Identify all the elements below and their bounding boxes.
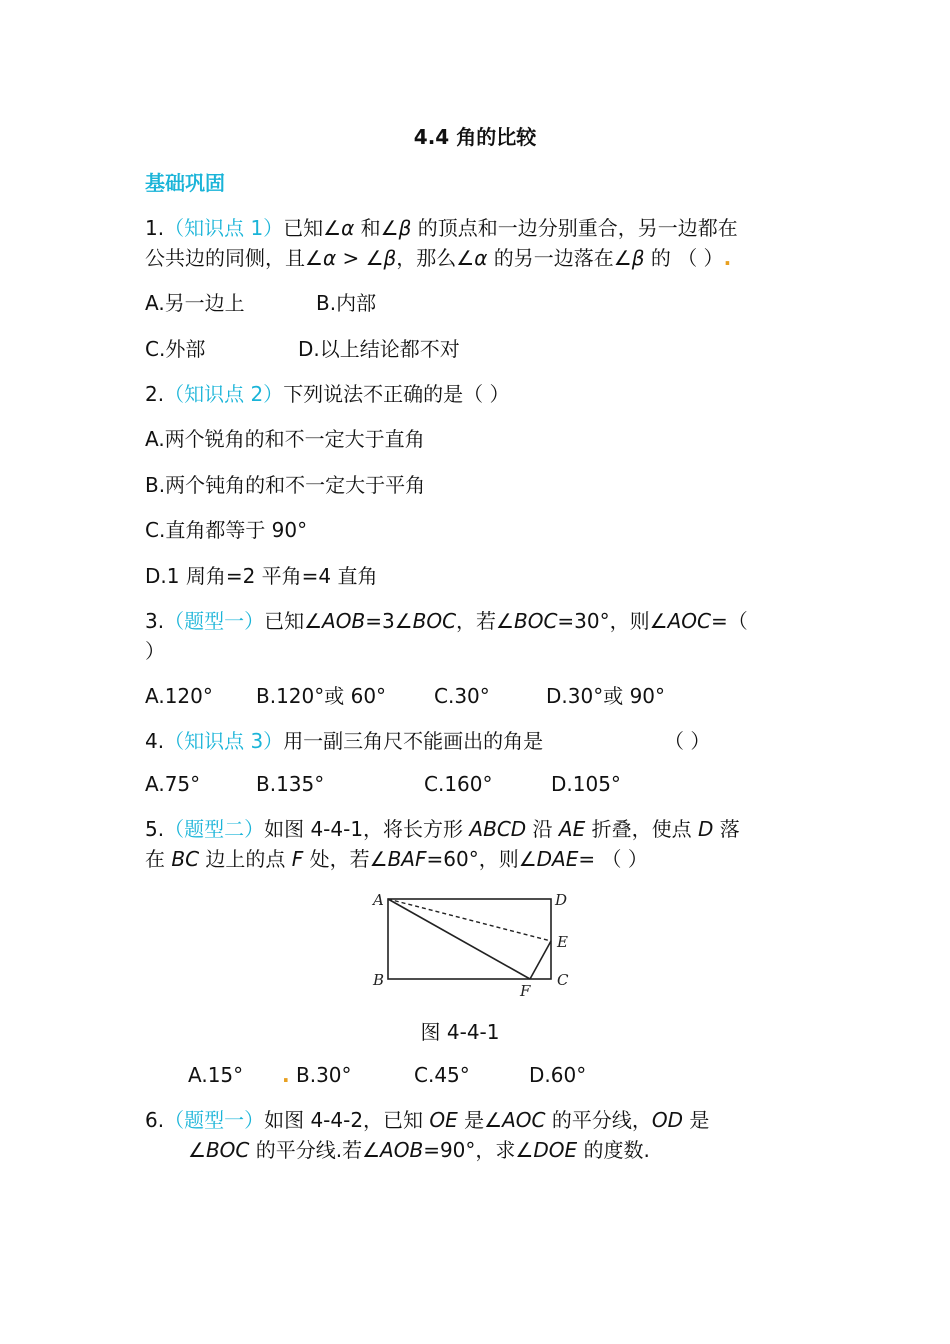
q3-text: =30°，则∠ (557, 609, 668, 633)
q6-text: 是∠ (457, 1108, 503, 1132)
q1-option-d: D.以上结论都不对 (298, 337, 460, 361)
label-e: E (557, 933, 568, 951)
segment-af (388, 899, 530, 979)
q3-text: ，若∠ (456, 609, 514, 633)
q2-tag: （知识点 2） (164, 382, 284, 406)
page-title: 4.4 角的比较 (413, 125, 537, 149)
q5-text: 处，若∠ (303, 847, 388, 871)
q5-line2 (145, 845, 648, 873)
q1-alpha: α (341, 216, 355, 240)
q3-angle: BOC (513, 609, 558, 633)
label-f: F (520, 982, 531, 1000)
q4-option-d: D.105° (551, 772, 621, 796)
figure-4-4-1 (360, 885, 590, 1000)
q5-text: 如图 4-4-1，将长方形 (264, 817, 470, 841)
rectangle-abcd (388, 899, 551, 979)
q5-text: =60°，则∠ (426, 847, 537, 871)
q4-option-a: A.75° (145, 772, 201, 796)
q1-text: 和∠ (354, 216, 399, 240)
q6-text: 是 (683, 1108, 710, 1132)
q6-tag: （题型一） (164, 1108, 265, 1132)
q1-number: 1. (145, 216, 165, 240)
q1-line1 (145, 214, 738, 242)
q5-var: ABCD (469, 817, 527, 841)
q1-option-c: C.外部 (145, 337, 206, 361)
q6-number: 6. (145, 1108, 165, 1132)
q3-angle: AOB (322, 609, 366, 633)
q1-text: 已知∠ (283, 216, 342, 240)
q4-line1 (145, 727, 543, 755)
label-d: D (555, 891, 568, 909)
q3-option-c: C.30° (434, 684, 490, 708)
q2-number: 2. (145, 382, 165, 406)
label-a: A (373, 891, 384, 909)
q2-option-a: A.两个锐角的和不一定大于直角 (145, 427, 425, 451)
q1-line2 (145, 244, 731, 272)
q5-var: D (697, 817, 714, 841)
q6-var: DOE (533, 1138, 578, 1162)
q4-number: 4. (145, 729, 165, 753)
q1-text: 的另一边落在∠ (487, 246, 632, 270)
q5-text: 边上的点 (199, 847, 292, 871)
q1-text: 的 （ ） (644, 246, 724, 270)
q5-line1 (145, 815, 740, 843)
q5-tag: （题型二） (164, 817, 265, 841)
q4-option-b: B.135° (256, 772, 325, 796)
q3-number: 3. (145, 609, 165, 633)
q6-text: 的平分线， (545, 1108, 652, 1132)
q1-beta: β (383, 246, 397, 270)
q3-text: =（ (710, 609, 748, 633)
q5-var: BC (171, 847, 200, 871)
q1-text: 公共边的同侧，且∠ (145, 246, 323, 270)
q1-text: > ∠ (336, 246, 384, 270)
q5-option-c: C.45° (414, 1063, 470, 1087)
q5-text: 沿 (526, 817, 559, 841)
q1-alpha: α (474, 246, 488, 270)
q6-var: AOC (502, 1108, 546, 1132)
q6-text: ∠ (188, 1138, 206, 1162)
q5-text: 落 (713, 817, 740, 841)
q6-text: =90°，求∠ (423, 1138, 534, 1162)
segment-ef (530, 941, 551, 979)
section-heading: 基础巩固 (145, 171, 225, 195)
q2-option-d: D.1 周角=2 平角=4 直角 (145, 564, 378, 588)
q6-var: AOB (380, 1138, 424, 1162)
q3-tag: （题型一） (164, 609, 265, 633)
q1-text: ，那么∠ (396, 246, 475, 270)
figure-caption: 图 4-4-1 (420, 1020, 500, 1044)
q3-text: 已知∠ (264, 609, 323, 633)
q2-option-b: B.两个钝角的和不一定大于平角 (145, 473, 426, 497)
q1-beta: β (631, 246, 645, 270)
q4-tag: （知识点 3） (164, 729, 284, 753)
q6-text: 的平分线.若∠ (249, 1138, 381, 1162)
q5-text: = （ ） (578, 847, 648, 871)
label-c: C (557, 971, 569, 989)
q5-var: F (291, 847, 304, 871)
q5-option-d: D.60° (529, 1063, 587, 1087)
q3-line2: ） (145, 639, 165, 663)
q1-tag: （知识点 1） (164, 216, 284, 240)
q4-text: 用一副三角尺不能画出的角是 (283, 729, 544, 753)
q6-var: OE (429, 1108, 458, 1132)
q3-angle: BOC (412, 609, 457, 633)
segment-ae-dashed (388, 899, 551, 941)
q3-option-b: B.120°或 60° (256, 684, 387, 708)
q6-text: 如图 4-4-2，已知 (264, 1108, 430, 1132)
q5-option-b: B.30° (296, 1063, 352, 1087)
q2-option-c: C.直角都等于 90° (145, 518, 308, 542)
q1-option-b: B.内部 (316, 291, 377, 315)
q6-text: 的度数. (577, 1138, 650, 1162)
q5-dot: . (282, 1063, 290, 1087)
q3-angle: AOC (667, 609, 711, 633)
q3-option-a: A.120° (145, 684, 213, 708)
q3-line1 (145, 607, 748, 635)
q1-mark: . (723, 246, 732, 270)
q6-var: BOC (205, 1138, 250, 1162)
q1-option-a: A.另一边上 (145, 291, 245, 315)
q1-beta: β (398, 216, 412, 240)
q3-option-d: D.30°或 90° (546, 684, 666, 708)
q2-text: 下列说法不正确的是（ ） (283, 382, 510, 406)
q5-var: AE (558, 817, 586, 841)
q6-line1 (145, 1106, 709, 1134)
q5-number: 5. (145, 817, 165, 841)
q5-var: DAE (536, 847, 579, 871)
q3-text: =3∠ (365, 609, 413, 633)
q2-line1 (145, 380, 510, 408)
q4-answer-paren: （ ） (664, 729, 711, 753)
q4-option-c: C.160° (424, 772, 493, 796)
q5-mark (282, 1061, 290, 1089)
q1-text: 的顶点和一边分别重合，另一边都在 (411, 216, 738, 240)
label-b: B (373, 971, 385, 989)
q5-text: 折叠，使点 (585, 817, 698, 841)
q5-text: 在 (145, 847, 172, 871)
q6-line2 (188, 1136, 650, 1164)
q1-alpha: α (322, 246, 337, 270)
q6-var: OD (651, 1108, 684, 1132)
q5-var: BAF (387, 847, 427, 871)
q5-option-a: A.15° (188, 1063, 244, 1087)
